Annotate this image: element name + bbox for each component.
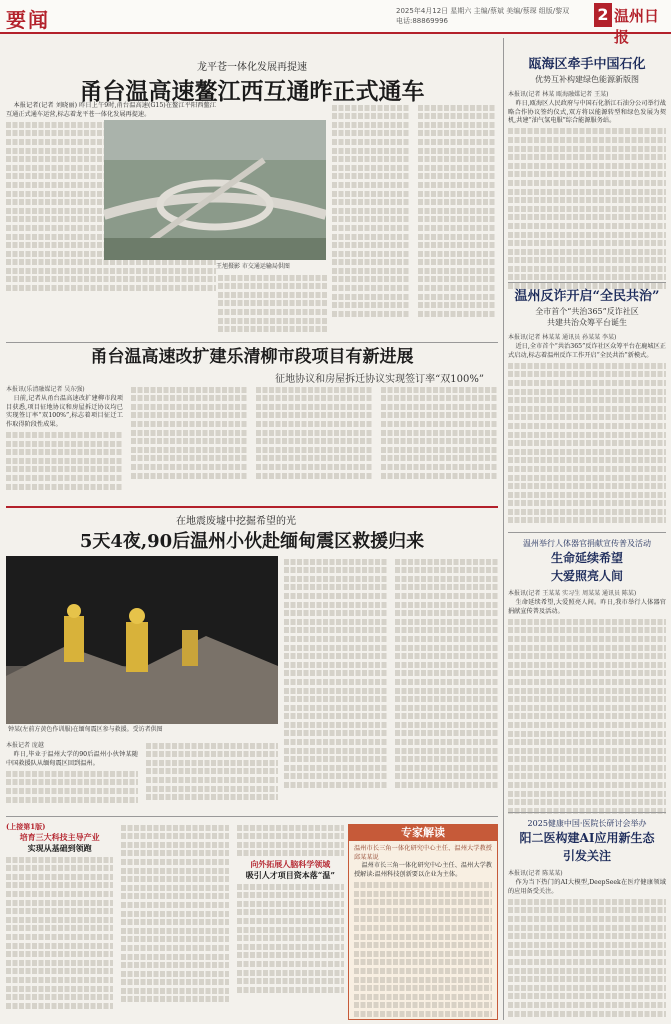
bottom-sub-a2: 实现从基础到领跑 [27,843,92,853]
rescue-columns-right [284,556,498,812]
bottom-columns [6,822,344,1020]
lead-column [218,272,328,338]
lead-column [332,102,410,338]
divider [6,816,498,817]
right-d-headline2: 引发关注 [562,849,611,863]
second-column [6,384,123,502]
right-a-byline: 本报讯(记者 林某 瓯海融媒记者 王某) [508,91,609,98]
section-tag: 要闻 [6,8,50,32]
right-b-paragraph: 近日,全市首个“共治365”反诈社区众筹平台在鹿城区正式启动,标志着温州反诈工作开启“全民共治”新模式。 [508,343,666,359]
rescue-headline: 5天4夜,90后温州小伙赴缅甸震区救援归来 [79,531,425,552]
expert-box-title: 专家解读 [349,825,497,841]
second-story [6,346,498,385]
right-story-d [508,818,666,1019]
bottom-tag: (上接第1版) [6,822,46,831]
lead-photo-caption: 王旭摄影 市交通运输局供图 [216,263,290,270]
rescue-photo [6,556,278,724]
divider [508,282,666,283]
right-d-byline: 本报讯(记者 陈某某) [508,870,563,877]
right-c-headline2: 大爱照亮人间 [550,569,623,583]
second-headline: 甬台温高速改扩建乐清柳市段项目有新进展 [90,347,414,367]
lead-column [418,102,496,338]
lead-headline: 甬台温高速鳌江西互通昨正式通车 [79,78,425,105]
second-deck: 征地协议和房屋拆迁协议实现签订率“双100%” [275,374,484,385]
right-d-headline: 阳二医构建AI应用新生态 [519,831,655,845]
bottom-sub-a: 培育三大科技主导产业 [19,832,100,842]
right-c-headline: 生命延续希望 [550,551,623,565]
right-c-byline: 本报讯(记者 王某某 实习生 周某某 通讯员 陈某) [508,590,637,597]
expert-box-tag: 温州市长三角一体化研究中心主任、温州大学教授邱某某说 [354,845,492,861]
expert-box-paragraph: 温州市长三角一体化研究中心主任、温州大学教授解读:温州科技创新要以企业为主体。 [354,862,492,878]
rescue-photo-image [6,556,278,724]
second-columns [6,384,498,502]
right-b-headline: 温州反诈开启“全民共治” [514,289,660,304]
right-d-paragraph: 作为当下热门的AI大模型,DeepSeek在医疗健康领域的应用备受关注。 [508,879,666,895]
expert-box [348,824,498,1020]
lead-story [6,58,498,107]
divider [508,532,666,533]
divider [6,506,498,508]
right-c-kicker: 温州举行人体器官捐献宣传普及活动 [523,539,651,548]
right-b-deck2: 共建共治众筹平台诞生 [547,318,627,327]
interchange-photo [104,120,326,260]
divider [508,812,666,813]
lead-paragraph: 本报记者(记者 刘晓丽) 昨日上午9时,甬台温高速(G15)在鳌江平阳西鳌江互通正式通车运营,标志着龙平苍一体化发展再提速。 [6,102,216,118]
right-story-a [508,56,666,292]
divider [6,342,498,343]
lead-photo [104,120,326,260]
second-byline: 本报讯(乐清融媒记者 吴东强) [6,386,85,393]
page-number: 2 [594,3,612,27]
right-story-c [508,538,666,816]
lead-columns-right [218,272,328,338]
rescue-paragraph: 昨日,毕业于温州大学的90后温州小伙钟某随中国救援队从缅甸震区回到温州。 [6,751,138,767]
rescue-kicker: 在地震废墟中挖掘希望的光 [176,516,296,527]
lead-columns-far [332,102,496,338]
right-story-b [508,288,666,526]
masthead [0,0,671,46]
paper-name: 温州日报 [614,7,660,46]
right-b-byline: 本报讯(记者 林某某 通讯员 孙某某 李某) [508,334,617,341]
right-c-paragraph: 生命延续希望,大爱照亮人间。昨日,我市举行人体器官捐献宣传普及活动。 [508,599,666,615]
right-a-deck: 优势互补构建绿色能源新版图 [535,75,639,84]
right-b-deck: 全市首个“共治365”反诈社区 [535,307,639,316]
right-a-paragraph: 昨日,瓯海区人民政府与中国石化浙江石油分公司举行战略合作协议签约仪式,双方将以能源转型和绿色发展为契机,共建“油气氢电服”综合能源服务站。 [508,100,666,125]
bottom-sub-b: 向外拓展人脑科学领域 [250,858,331,869]
right-column-divider [503,38,504,1020]
bottom-sub-b2: 吸引人才项目资本落“温” [245,869,335,880]
rescue-columns [6,740,278,812]
masthead-date: 2025年4月12日 星期六 主编/蔡斌 美编/蔡琛 组版/黎双 电话:88869996 [396,7,570,25]
right-a-headline: 瓯海区牵手中国石化 [528,57,646,72]
rescue-byline: 本报记者 庞越 [6,742,44,749]
second-paragraph: 日前,记者从甬台温高速改扩建柳市段项目获悉,项目征地协议和房屋拆迁协议均已实现签订率“双100%”,标志着项目征迁工作取得阶段性成果。 [6,395,123,428]
rescue-story [6,512,498,553]
rescue-photo-caption: 钟某(左前方黄色作训服)在缅甸震区参与救援。受访者供图 [8,726,163,733]
lead-kicker: 龙平苍一体化发展再提速 [197,62,307,73]
right-d-kicker: 2025健康中国·医院长研讨会举办 [527,819,647,828]
